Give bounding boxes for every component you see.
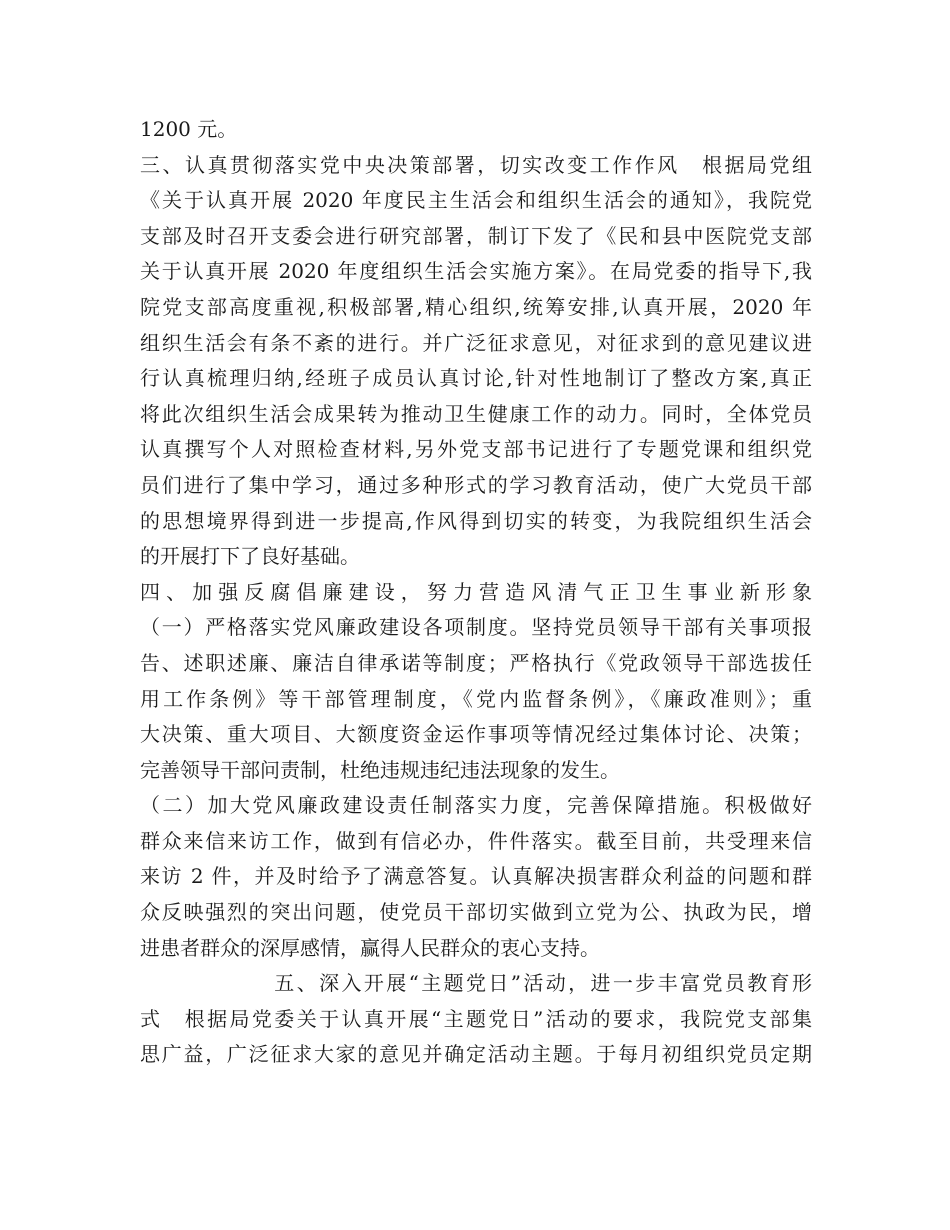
text-line: 《关于认真开展 2020 年度民主生活会和组织生活会的通知》，我院党 <box>140 188 812 213</box>
text-line: 组织生活会有条不紊的进行。并广泛征求意见，对征求到的意见建议进 <box>140 330 812 355</box>
text-line: 支部及时召开支委会进行研究部署，制订下发了《民和县中医院党支部 <box>140 223 812 248</box>
text-line: 式 根据局党委关于认真开展“主题党日”活动的要求，我院党支部集 <box>140 1006 812 1031</box>
text-line: 众反映强烈的突出问题，使党员干部切实做到立党为公、执政为民，增 <box>140 900 812 925</box>
text-line: 认真撰写个人对照检查材料,另外党支部书记进行了专题党课和组织党 <box>140 437 812 462</box>
section-heading-3: 三、认真贯彻落实党中央决策部署，切实改变工作作风 根据局党组 <box>140 152 812 177</box>
subsection-2: （二）加大党风廉政建设责任制落实力度，完善保障措施。积极做好 <box>140 793 812 818</box>
text-line: 大决策、重大项目、大额度资金运作事项等情况经过集体讨论、决策； <box>140 722 812 747</box>
text-line: 进患者群众的深厚感情，赢得人民群众的衷心支持。 <box>140 935 600 960</box>
text-line: 思广益，广泛征求大家的意见并确定活动主题。于每月初组织党员定期 <box>140 1042 812 1067</box>
document-page <box>140 112 812 1073</box>
text-line: 告、述职述廉、廉洁自律承诺等制度；严格执行《党政领导干部选拔任 <box>140 650 812 675</box>
text-line: （一）严格落实党风廉政建设各项制度。坚持党员领导干部有关事项报 <box>140 615 812 640</box>
text-line: 员们进行了集中学习，通过多种形式的学习教育活动，使广大党员干部 <box>140 472 812 497</box>
text-line: 1200 元。 <box>140 117 238 141</box>
text-line: 的思想境界得到进一步提高,作风得到切实的转变，为我院组织生活会 <box>140 508 812 533</box>
text-line: 来访 2 件，并及时给予了满意答复。认真解决损害群众利益的问题和群 <box>140 864 812 889</box>
text-line: 用工作条例》等干部管理制度，《党内监督条例》，《廉政准则》；重 <box>140 686 812 711</box>
text-line: 行认真梳理归纳,经班子成员认真讨论,针对性地制订了整改方案,真正 <box>140 366 812 391</box>
text-line: 的开展打下了良好基础。 <box>140 544 360 569</box>
text-line: 院党支部高度重视,积极部署,精心组织,统筹安排,认真开展，2020 年 <box>140 294 812 319</box>
text-line: 将此次组织生活会成果转为推动卫生健康工作的动力。同时，全体党员 <box>140 401 812 426</box>
section-heading-5: 五、深入开展“主题党日”活动，进一步丰富党员教育形 <box>140 971 812 996</box>
text-line: 关于认真开展 2020 年度组织生活会实施方案》。在局党委的指导下,我 <box>140 259 812 284</box>
text-line: 群众来信来访工作，做到有信必办，件件落实。截至目前，共受理来信 <box>140 828 812 853</box>
section-heading-4: 四、加强反腐倡廉建设，努力营造风清气正卫生事业新形象 <box>140 579 812 604</box>
text-line: 完善领导干部问责制，杜绝违规违纪违法现象的发生。 <box>140 757 620 782</box>
